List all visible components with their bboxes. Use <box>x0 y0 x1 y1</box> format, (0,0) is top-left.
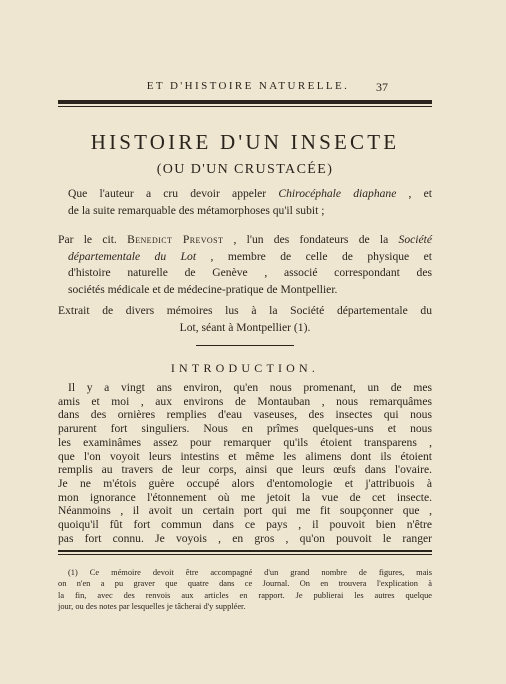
page-number: 37 <box>376 80 388 94</box>
byline-text: , l'un des fondateurs de la <box>223 233 399 246</box>
footnote-line: (1) Ce mémoire devoit être accompagné d'un grand nombre de figures, mais <box>68 568 432 577</box>
body-line: remplis au travers de leur corps, ainsi que leurs œufs dans l'ovaire. <box>58 463 432 477</box>
article-title: HISTOIRE D'UN INSECTE <box>90 130 400 154</box>
byline-line-1 <box>58 232 432 249</box>
body-line: les examinâmes assez pour remarquer qu'ils étoient transparens , <box>58 435 432 449</box>
footnote-line: la fin, avec des renvois aux articles en rapport. Je publierai les autres quelque <box>58 590 432 600</box>
section-heading: INTRODUCTION. <box>170 361 320 375</box>
footnote-rule-thin <box>58 554 432 555</box>
body-line: amis et moi , aux environs de Montauban , nous remarquâmes <box>58 394 432 408</box>
byline-line-4: sociétés médicale et de médecine-pratique de Montpellier. <box>68 282 338 296</box>
byline-text: , membre de celle de physique et <box>196 249 432 263</box>
header-rule-thin <box>58 106 432 107</box>
body-line: mon ignorance l'étonnement où me jetoit la vue de cet insecte. <box>58 490 432 504</box>
section-divider <box>196 345 294 346</box>
society-name: Société <box>398 233 432 246</box>
running-head: ET D'HISTOIRE NATURELLE. <box>146 80 350 92</box>
body-line: quoiqu'il fût fort commun dans ce pays , il pouvoit bien n'être <box>58 518 432 532</box>
byline-line-2 <box>58 249 432 266</box>
body-text <box>58 381 432 545</box>
title-question <box>58 186 432 219</box>
body-line: dans des ornières remplies d'eau vaseuses, des insectes qui nous <box>58 408 432 422</box>
body-line: Je ne m'étois guère occupé alors d'entomologie et j'attribuois à <box>58 476 432 490</box>
extract-line-2: Lot, séant à Montpellier (1). <box>179 320 311 334</box>
question-line-1 <box>58 186 432 203</box>
byline-text: Par le cit. <box>58 233 128 246</box>
society-name: départementale du Lot <box>68 249 197 263</box>
article-subtitle: (OU D'UN CRUSTACÉE) <box>156 162 334 177</box>
footnote-rule <box>58 550 432 552</box>
byline <box>58 232 432 298</box>
body-line: que l'on voyoit leurs intestins et même les alimens dont ils étoient <box>58 449 432 463</box>
extract-line-1: Extrait de divers mémoires lus à la Société départementale du <box>58 304 432 317</box>
body-line: parurent fort singuliers. Nous en prîmes quelques-uns et nous <box>58 422 432 436</box>
byline-line-3: d'histoire naturelle de Genève , associé correspondant des <box>68 266 432 279</box>
author-name: Benedict Prevost <box>127 233 224 246</box>
footnote <box>58 567 432 613</box>
species-name: Chirocéphale diaphane <box>278 187 397 200</box>
footnote-line: on n'en a pu graver que quatre dans ce Journal. On en trouvera l'explication à <box>58 579 432 589</box>
question-line-2: de la suite remarquable des métamorphoses qu'il subit ; <box>68 203 325 217</box>
header-rule-thick <box>58 100 432 104</box>
extract-note <box>58 303 432 336</box>
question-text: Que l'auteur a cru devoir appeler <box>68 187 279 200</box>
body-line: pas fort connu. Je voyois , en gros , qu'on pouvoit le ranger <box>58 531 432 545</box>
body-line: Il y a vingt ans environ, qu'en nous promenant, un de mes <box>68 381 432 394</box>
footnote-line: jour, ou des notes par lesquelles je tâcherai d'y suppléer. <box>58 602 246 612</box>
body-line: Néanmoins , il avoit un certain port qui me fit soupçonner que , <box>58 504 432 518</box>
question-text: , et <box>396 187 432 200</box>
